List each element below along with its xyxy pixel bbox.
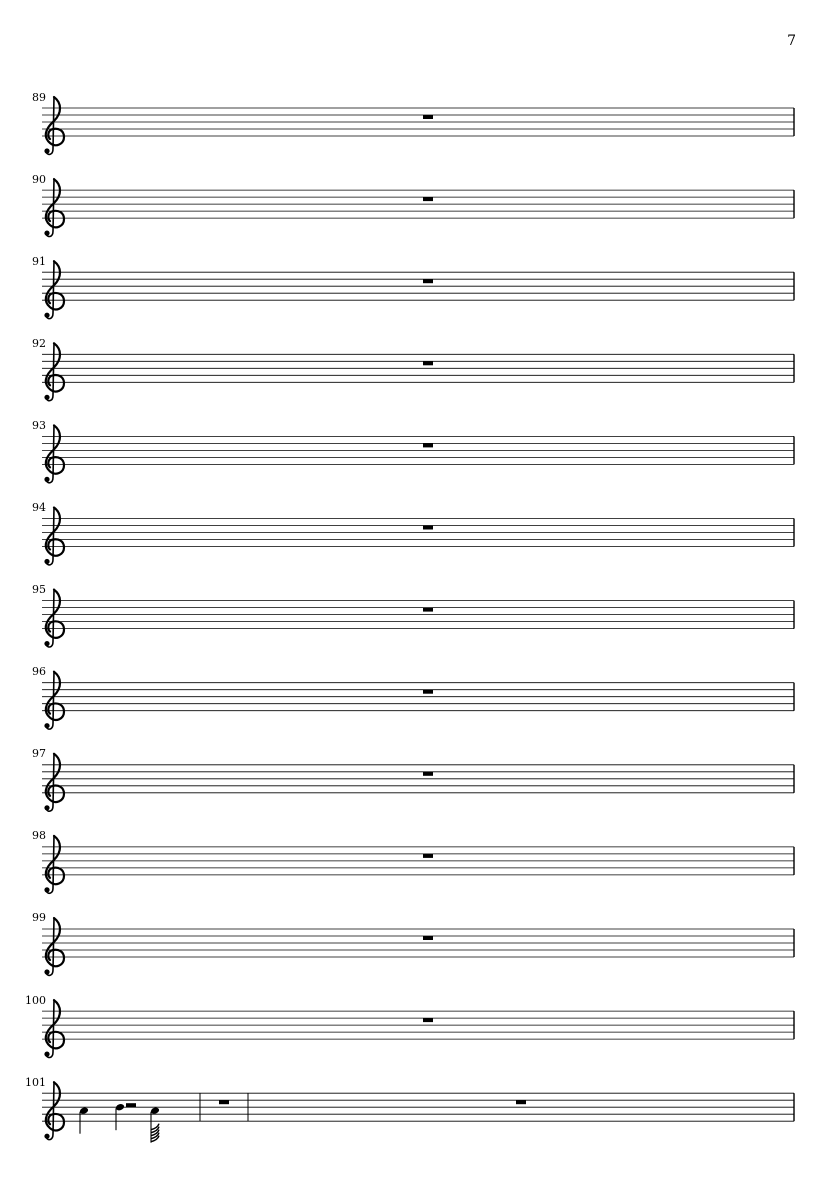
measure-number: 100 — [25, 994, 46, 1007]
staff-system — [42, 1000, 794, 1057]
staff-system — [42, 754, 794, 811]
staff-system — [42, 918, 794, 975]
whole-rest — [423, 772, 433, 776]
whole-rest — [423, 854, 433, 858]
whole-rest — [423, 115, 433, 119]
measure-number: 92 — [32, 337, 46, 350]
whole-rest — [423, 690, 433, 694]
staff-system — [42, 425, 794, 482]
treble-clef-icon — [44, 836, 64, 893]
treble-clef-icon — [44, 1082, 64, 1139]
staff-system — [42, 672, 794, 729]
treble-clef-icon — [44, 97, 64, 154]
page-number: 7 — [787, 33, 796, 49]
treble-clef-icon — [44, 590, 64, 647]
measure-number: 96 — [32, 665, 46, 678]
treble-clef-icon — [44, 261, 64, 318]
staff-system — [42, 97, 794, 154]
staff-system — [42, 179, 794, 236]
treble-clef-icon — [44, 672, 64, 729]
treble-clef-icon — [44, 179, 64, 236]
measure-number: 95 — [32, 583, 46, 596]
staff-system — [42, 590, 794, 647]
measure-number: 97 — [32, 747, 46, 760]
treble-clef-icon — [44, 1000, 64, 1057]
treble-clef-icon — [44, 425, 64, 482]
whole-rest — [219, 1100, 229, 1104]
measure-number: 93 — [32, 419, 46, 432]
staff-system — [42, 343, 794, 400]
measure-number: 99 — [32, 911, 46, 924]
measure-number: 91 — [32, 255, 46, 268]
half-rest — [126, 1103, 136, 1107]
staff-systems — [42, 97, 794, 1143]
whole-rest — [423, 197, 433, 201]
whole-rest — [423, 361, 433, 365]
staff-system — [42, 508, 794, 565]
whole-rest — [423, 443, 433, 447]
whole-rest — [423, 608, 433, 612]
staff-system — [42, 836, 794, 893]
treble-clef-icon — [44, 343, 64, 400]
measure-number: 94 — [32, 501, 46, 514]
measure-number: 90 — [32, 173, 46, 186]
whole-rest — [423, 279, 433, 283]
whole-rest — [516, 1100, 526, 1104]
whole-rest — [423, 526, 433, 530]
measure-number: 89 — [32, 91, 46, 104]
staff-system — [42, 1082, 794, 1143]
staff-system — [42, 261, 794, 318]
treble-clef-icon — [44, 754, 64, 811]
whole-rest — [423, 936, 433, 940]
measure-number: 101 — [25, 1076, 46, 1089]
measure-number: 98 — [32, 829, 46, 842]
treble-clef-icon — [44, 508, 64, 565]
treble-clef-icon — [44, 918, 64, 975]
whole-rest — [423, 1018, 433, 1022]
